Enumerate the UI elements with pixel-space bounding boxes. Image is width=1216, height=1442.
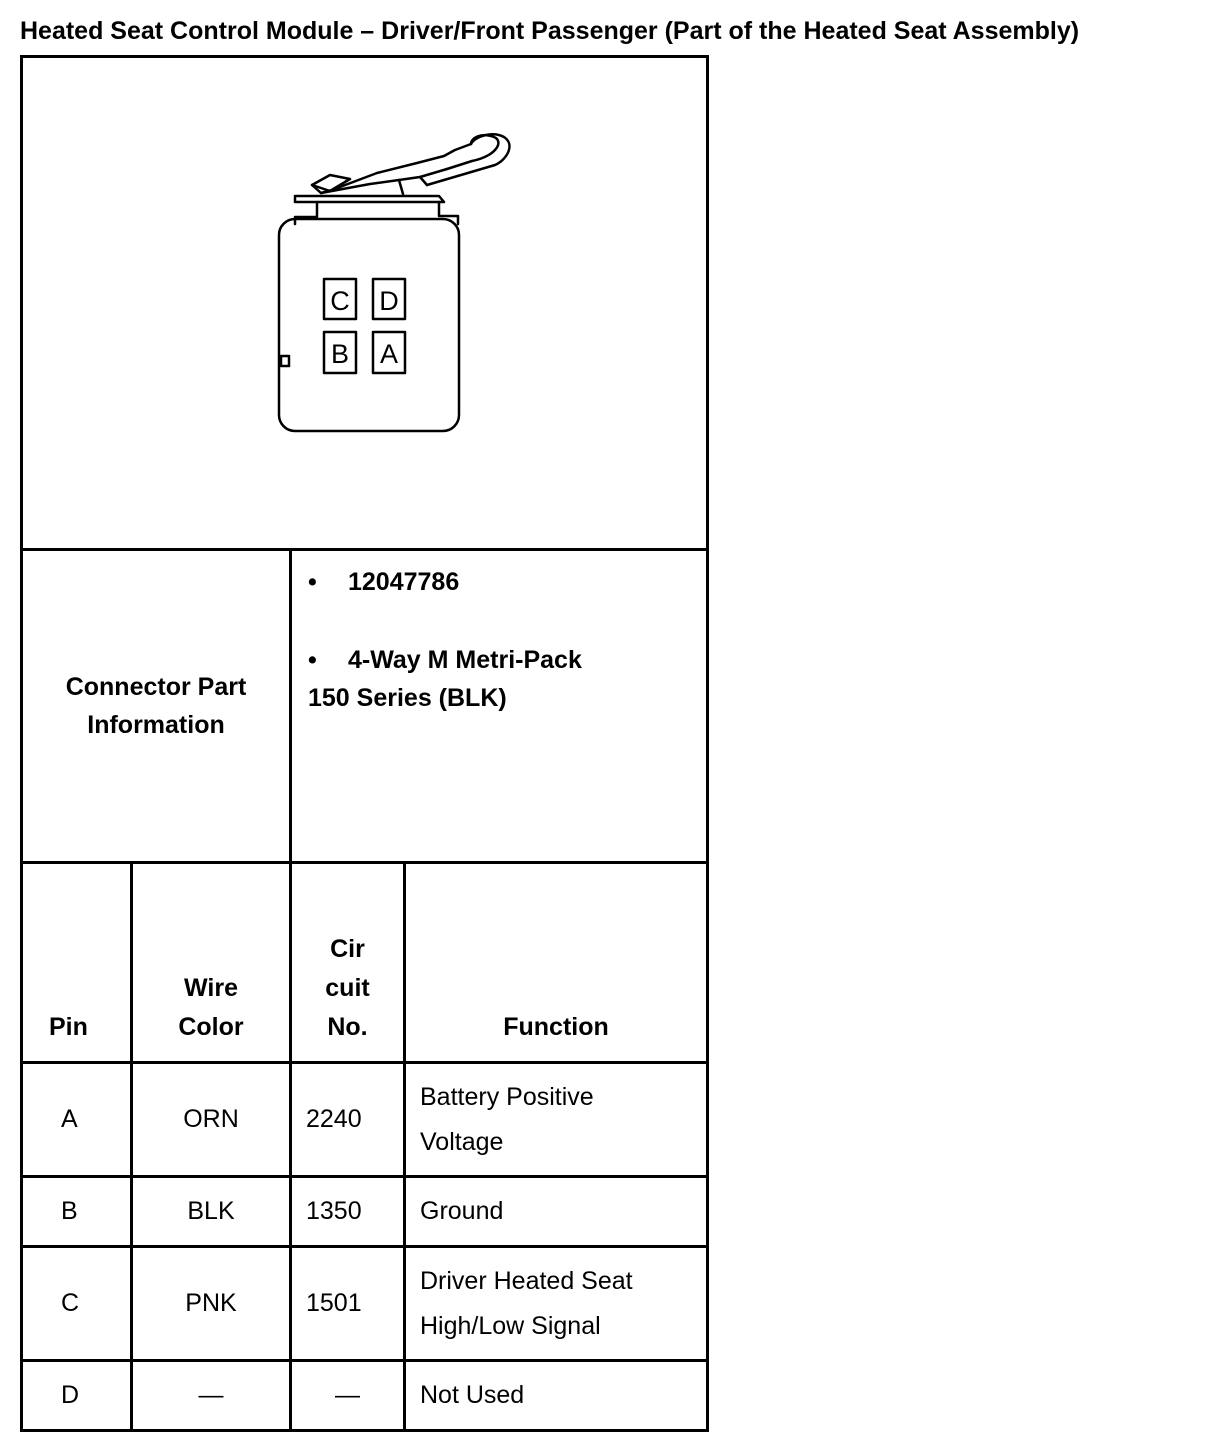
table-row (22, 1177, 708, 1247)
connector-side-key (281, 356, 289, 366)
column-header-circuit-no (291, 863, 405, 1063)
part-number: 12047786 (348, 568, 460, 596)
circuit-cell: 1350 (291, 1177, 405, 1247)
column-header-function-text: Function (503, 1013, 609, 1041)
table-row (22, 1247, 708, 1361)
connector-diagram-cell (22, 57, 708, 550)
table-row (22, 1063, 708, 1177)
wire-color-cell: — (132, 1361, 291, 1431)
connector-info-values (291, 550, 708, 863)
page-title: Heated Seat Control Module – Driver/Front Passenger (Part of the Heated Seat Assembly) (20, 17, 1080, 45)
wire-color-cell: BLK (132, 1177, 291, 1247)
column-header-circuit-line1: Cir (330, 935, 365, 963)
wire-color-cell: ORN (132, 1063, 291, 1177)
connector-face-drawing (23, 58, 703, 548)
circuit-cell: 2240 (291, 1063, 405, 1177)
connector-body (279, 219, 459, 431)
circuit-cell: 1501 (291, 1247, 405, 1361)
cavity-label-d: D (379, 286, 399, 316)
connector-info-label-line2: Information (87, 711, 225, 739)
column-header-wire-color-line2: Color (178, 1013, 244, 1041)
connector-pinout-table (20, 55, 709, 1432)
pin-cell: C (22, 1247, 132, 1361)
function-cell (405, 1177, 708, 1247)
bullet-dot: • (308, 568, 317, 596)
pin-cell: A (22, 1063, 132, 1177)
function-line1: Driver Heated Seat (420, 1266, 633, 1295)
function-line1: Ground (420, 1197, 504, 1225)
connector-info-label-line1: Connector Part (65, 673, 247, 701)
bullet-dot: • (308, 646, 317, 674)
connector-description-item (308, 641, 706, 679)
column-header-pin (22, 863, 132, 1063)
column-header-circuit-line2: cuit (325, 974, 370, 1002)
function-cell (405, 1063, 708, 1177)
function-line2: Voltage (420, 1127, 504, 1156)
column-header-circuit-line3: No. (327, 1013, 368, 1041)
cavity-label-c: C (330, 286, 350, 316)
function-line1: Battery Positive (420, 1082, 594, 1111)
column-header-wire-color (132, 863, 291, 1063)
connector-info-label (22, 550, 291, 863)
table-row (22, 1361, 708, 1431)
connector-description-line1: 4-Way M Metri-Pack (348, 646, 582, 674)
pin-cell: B (22, 1177, 132, 1247)
wire-color-cell: PNK (132, 1247, 291, 1361)
function-cell (405, 1361, 708, 1431)
connector-description-line2: 150 Series (BLK) (308, 684, 507, 712)
function-line2: High/Low Signal (420, 1311, 601, 1340)
pin-cell: D (22, 1361, 132, 1431)
function-cell (405, 1247, 708, 1361)
circuit-cell: — (291, 1361, 405, 1431)
cavity-label-a: A (379, 339, 399, 369)
cavity-label-b: B (330, 339, 350, 369)
part-number-item (308, 563, 706, 601)
column-header-function (405, 863, 708, 1063)
column-header-pin-text: Pin (49, 1013, 88, 1041)
function-line1: Not Used (420, 1381, 525, 1409)
column-header-wire-color-line1: Wire (184, 974, 238, 1002)
